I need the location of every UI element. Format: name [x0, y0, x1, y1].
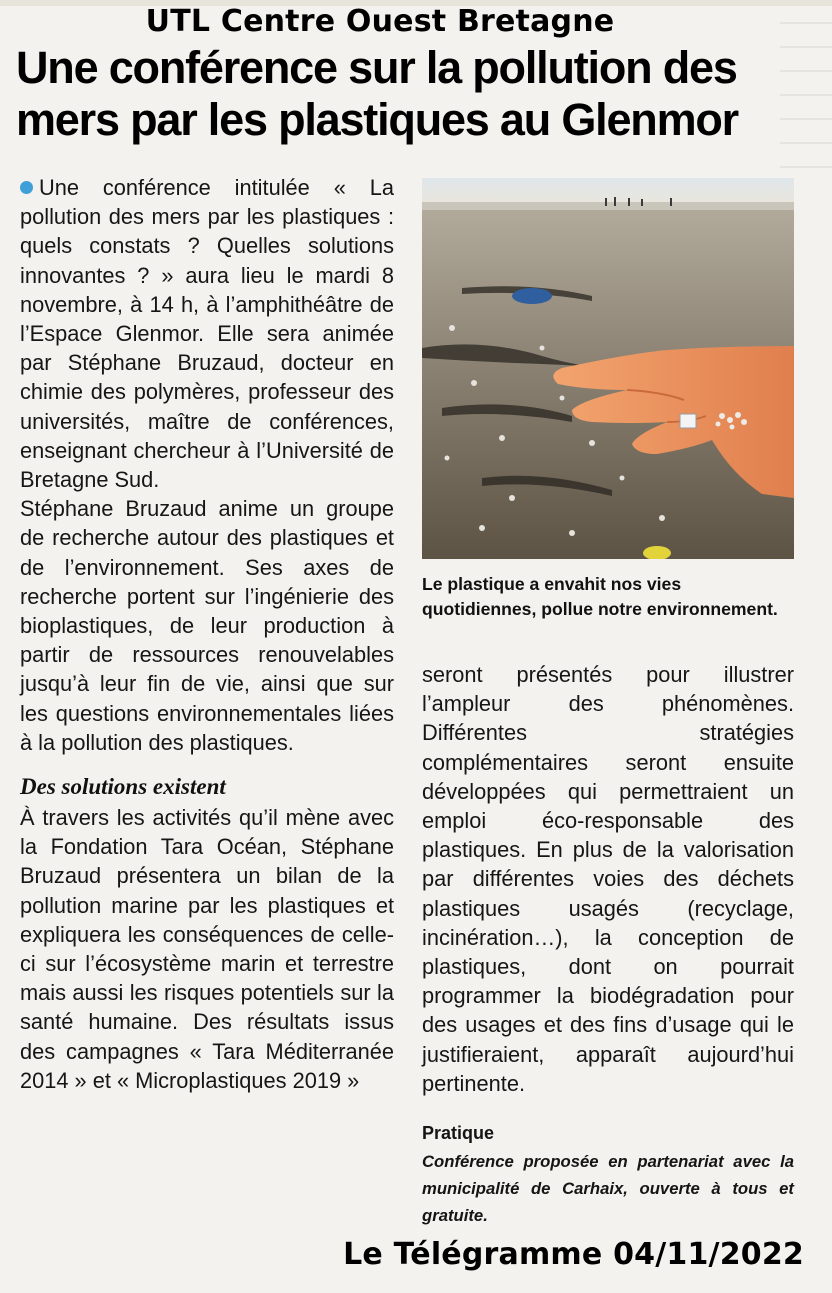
paragraph-2: Stéphane Bruzaud anime un groupe de recherche autour des plastiques et de l’environnement. Ses axes de recherche portent sur l’ingénierie des bioplastiques, de leur production à partir de ressources renouvelables jusqu’à leur fin de vie, ainsi que sur les questions environnementales liées à la pollution des plastiques.: [20, 496, 394, 755]
article-column-left: [20, 173, 394, 1095]
subheading: Des solutions existent: [20, 774, 226, 800]
article-photo: [422, 178, 794, 559]
intro-paragraph: [20, 173, 394, 494]
bullet-dot-icon: [20, 181, 33, 194]
paragraph-3: À travers les activités qu’il mène avec la Fondation Tara Océan, Stéphane Bruzaud présentera un bilan de la pollution marine par les plastiques et expliquera les conséquences de celle-ci sur l’écosystème marin et terrestre mais aussi les risques potentiels sur la santé humaine. Des résultats issus des campagnes « Tara Méditerranée 2014 » et « Microplastiques 2019 »: [20, 805, 394, 1093]
footer-source-date: Le Télégramme 04/11/2022: [343, 1237, 804, 1272]
intro-text: Une conférence intitulée « La pollution des mers par les plastiques : quels constats ? Quelles solutions innovantes ? » aura lieu le mardi 8 novembre, à 14 h, à l’amphithéâtre de l’Espace Glenmor. Elle sera animée par Stéphane Bruzaud, docteur en chimie des polymères, professeur des universités, maître de conférences, enseignant chercheur à l’Université de Bretagne Sud.: [20, 175, 394, 493]
practical-info-box: [422, 1120, 794, 1229]
source-header: UTL Centre Ouest Bretagne: [145, 4, 615, 39]
article-headline: Une conférence sur la pollution des mers par les plastiques au Glenmor: [16, 42, 738, 145]
practical-info-title: Pratique: [422, 1123, 495, 1143]
article-column-right: [422, 660, 794, 1098]
photo-caption: Le plastique a envahit nos vies quotidiennes, pollue notre environnement.: [422, 574, 778, 619]
paragraph-3-continued: seront présentés pour illustrer l’ampleur des phénomènes. Différentes stratégies complémentaires seront ensuite développées qui permettraient un emploi éco-responsable des plastiques. En plus de la valorisation par différentes voies des déchets plastiques usagés (recyclage, incinération…), la conception de plastiques, dont on pourrait programmer la biodégradation pour des usages et des fins d’usage qui le justifieraient, apparaît aujourd’hui pertinente.: [422, 662, 794, 1096]
beach-hand-plastic-photo: [422, 178, 794, 559]
practical-info-text: Conférence proposée en partenariat avec la municipalité de Carhaix, ouverte à tous et gratuite.: [422, 1152, 794, 1225]
